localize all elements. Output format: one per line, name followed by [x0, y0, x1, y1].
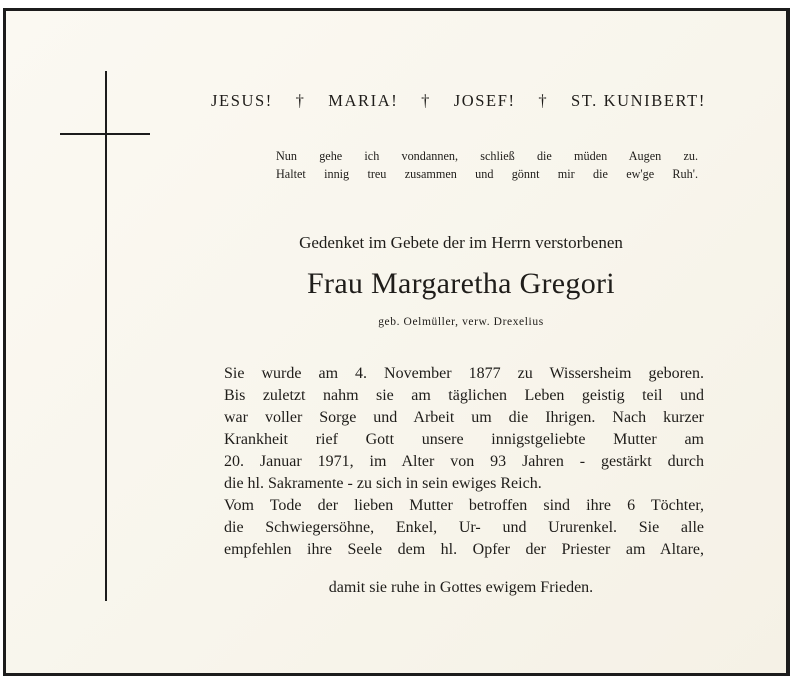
- invocation-jesus: JESUS!: [211, 91, 273, 110]
- closing-line: damit sie ruhe in Gottes ewigem Frieden.: [328, 579, 594, 596]
- verse-line: Nun gehe ich vondannen, schließ die müden Augen zu.: [276, 149, 698, 163]
- obituary-line: Krankheit rief Gott unsere innigstgeliebte Mutter am: [224, 431, 704, 448]
- birth-name: geb. Oelmüller, verw. Drexelius: [378, 316, 544, 328]
- invocation-line: [211, 91, 706, 111]
- obituary-line: Bis zuletzt nahm sie am täglichen Leben geistig teil und: [224, 387, 704, 404]
- obituary-line: die hl. Sakramente - zu sich in sein ewiges Reich.: [224, 475, 542, 492]
- invocation-josef: JOSEF!: [453, 91, 516, 110]
- obituary-line: Sie wurde am 4. November 1877 zu Wissersheim geboren.: [224, 365, 704, 382]
- obituary-line: war voller Sorge und Arbeit um die Ihrigen. Nach kurzer: [224, 409, 704, 426]
- cross-vertical-bar: [105, 71, 107, 601]
- cross-glyph-icon: †: [538, 91, 549, 110]
- obituary-text: [224, 363, 704, 561]
- verse-line: Haltet innig treu zusammen und gönnt mir die ew'ge Ruh'.: [276, 167, 698, 181]
- verse-block: [276, 147, 698, 183]
- invocation-kunibert: ST. KUNIBERT!: [570, 91, 706, 110]
- intro-text: Gedenket im Gebete der im Herrn verstorbenen: [299, 233, 623, 252]
- invocation-maria: MARIA!: [328, 91, 399, 110]
- cross-horizontal-bar: [60, 133, 150, 135]
- obituary-line: 20. Januar 1971, im Alter von 93 Jahren - gestärkt durch: [224, 453, 704, 470]
- obituary-line: Vom Tode der lieben Mutter betroffen sind ihre 6 Töchter,: [224, 497, 704, 514]
- obituary-line: die Schwiegersöhne, Enkel, Ur- und Ururenkel. Sie alle: [224, 519, 704, 536]
- memorial-card: [3, 8, 790, 676]
- obituary-line: empfehlen ihre Seele dem hl. Opfer der Priester am Altare,: [224, 541, 704, 558]
- cross-glyph-icon: †: [295, 91, 306, 110]
- cross-glyph-icon: †: [421, 91, 431, 110]
- deceased-name: Frau Margaretha Gregori: [307, 267, 615, 300]
